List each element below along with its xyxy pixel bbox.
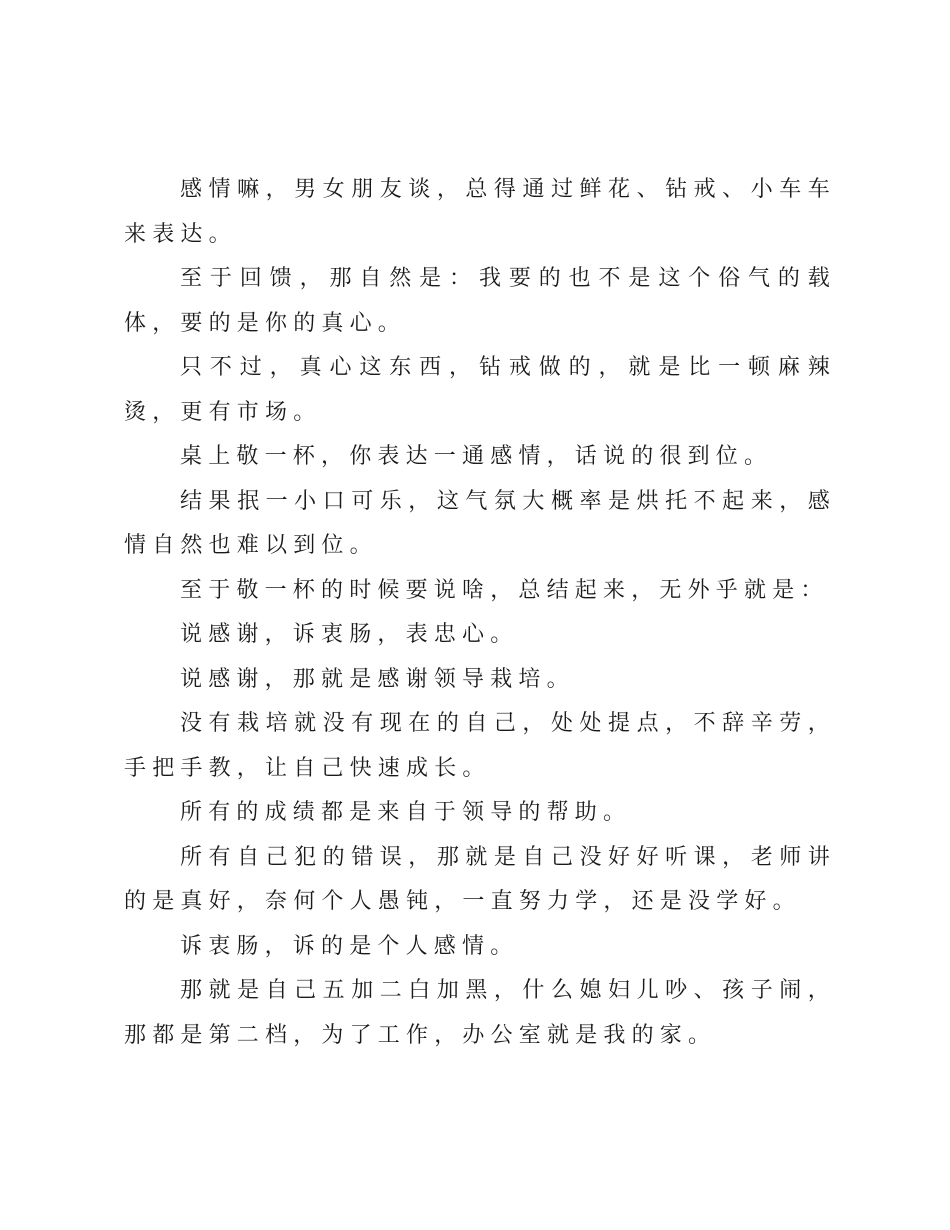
paragraph: 结果抿一小口可乐，这气氛大概率是烘托不起来，感情自然也难以到位。 — [124, 488, 836, 558]
document-body — [124, 168, 836, 1058]
paragraph: 桌上敬一杯，你表达一通感情，话说的很到位。 — [180, 444, 773, 469]
paragraph: 那就是自己五加二白加黑，什么媳妇儿吵、孩子闹，那都是第二档，为了工作，办公室就是我的家。 — [124, 978, 836, 1048]
paragraph: 至于回馈，那自然是：我要的也不是这个俗气的载体，要的是你的真心。 — [124, 266, 836, 336]
paragraph: 诉衷肠，诉的是个人感情。 — [180, 933, 519, 959]
paragraph: 感情嘛，男女朋友谈，总得通过鲜花、钻戒、小车车来表达。 — [124, 177, 836, 247]
paragraph: 至于敬一杯的时候要说啥，总结起来，无外乎就是： — [180, 577, 829, 603]
paragraph: 所有的成绩都是来自于领导的帮助。 — [180, 800, 632, 825]
paragraph: 只不过，真心这东西，钻戒做的，就是比一顿麻辣烫，更有市场。 — [124, 355, 836, 425]
paragraph: 所有自己犯的错误，那就是自己没好好听课，老师讲的是真好，奈何个人愚钝，一直努力学，还是没学好。 — [124, 844, 836, 914]
paragraph: 说感谢，诉衷肠，表忠心。 — [180, 622, 519, 647]
paragraph: 没有栽培就没有现在的自己，处处提点，不辞辛劳，手把手教，让自己快速成长。 — [124, 711, 836, 781]
paragraph: 说感谢，那就是感谢领导栽培。 — [180, 666, 575, 692]
